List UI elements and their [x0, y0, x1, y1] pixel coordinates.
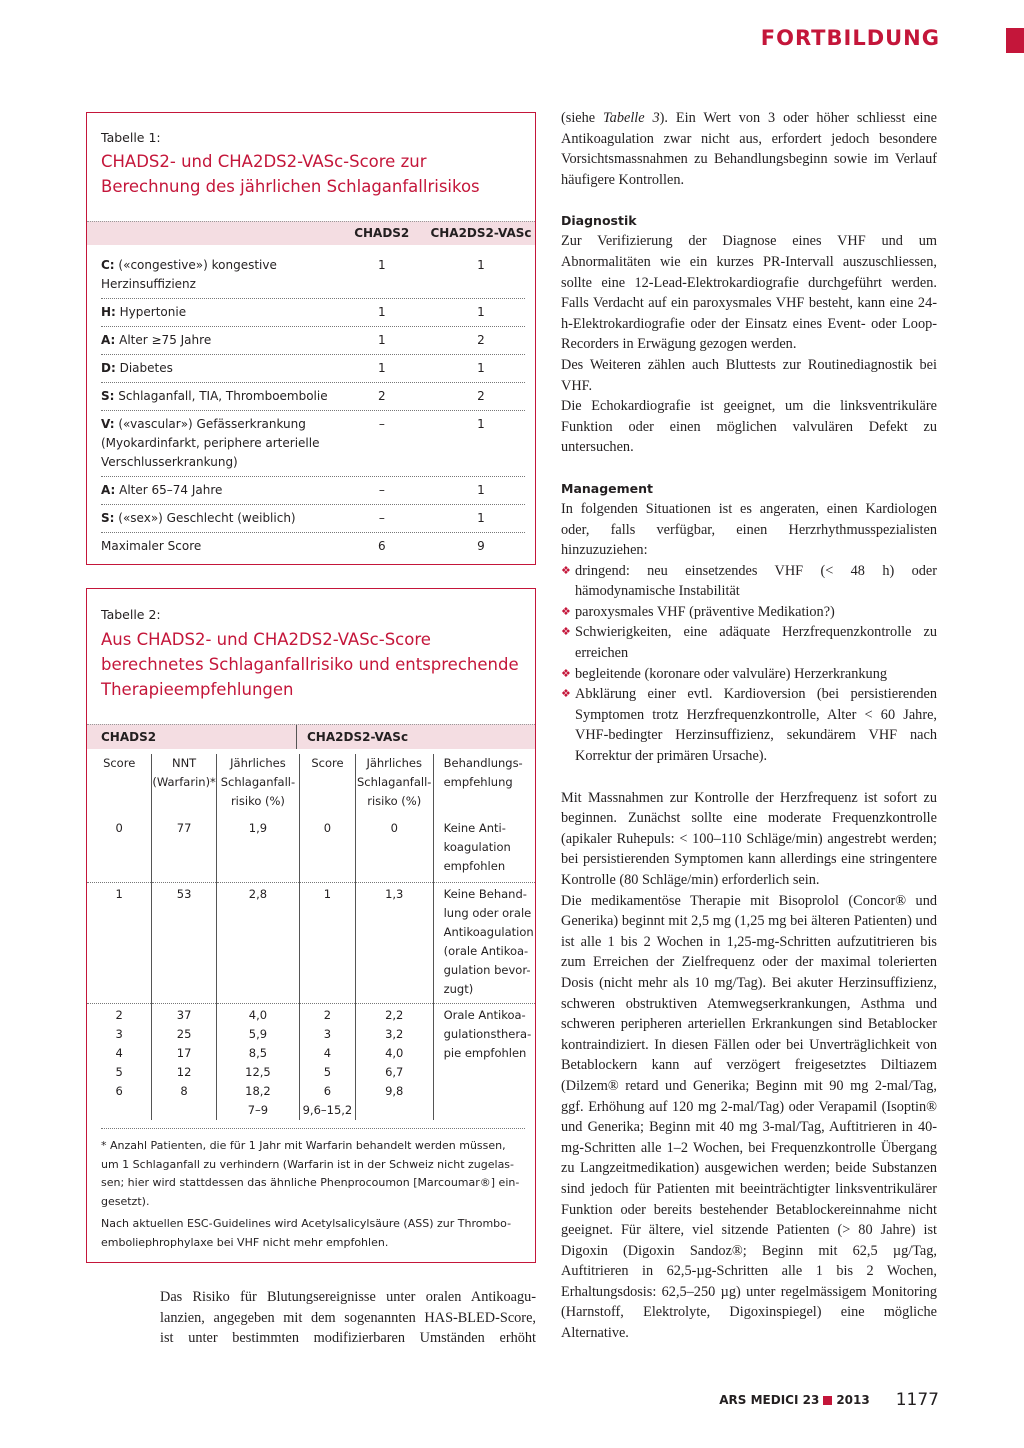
paragraph-intro: (siehe Tabelle 3). Ein Wert von 3 oder höher schliesst eine Antikoagulation zwar nicht aus, erfordert jedoch besondere Vorsichtsmassnahmen zu Behandlungsbeginn sowie im Verlauf häufigere Kontrollen. — [561, 110, 938, 188]
chads2-points: 1 — [378, 361, 386, 375]
bullet-text: paroxysmales VHF (präventive Medikation?) — [575, 603, 835, 620]
cell-score-list — [300, 1004, 356, 1121]
score-value: 9,6–15,2 — [302, 1103, 353, 1117]
nnt-value: 12 — [176, 1065, 192, 1079]
magazine-name: ARS MEDICI 23 — [719, 1393, 820, 1407]
paragraph-medication: Die medikamentöse Therapie mit Bisoprolol (Concor® und Generika) beginnt mit 2,5 mg (1,25 mg bei älteren Patienten) und ist alle 1 bis 2 Wochen in 1,25-mg-Schritten aufzutitrieren bis zum Erreichen der Zielfrequenz oder der maximal tolerierten Dosis (nicht mehr als 10 mg/Tag). Bei akuter Herzinsuffizienz, schweren obstruktiven Atemwegserkrankungen, Asthma und schweren peripheren arteriellen Erkrankungen sind Betablocker kontraindiziert. In diesen Fällen oder bei Unverträglichkeit von Betablockern kann auf verzögert freigesetztes Diltiazem (Dilzem® retard und Generika; Beginn mit 90 mg 2-mal/Tag, ggf. Erhöhung auf 120 mg 2-mal/Tag) oder Verapamil (Isoptin® und Generika; Beginn mit 40 mg 3-mal/Tag, Auftitrieren in 40-mg-Schritten alle 1–2 Wochen, bei Frequenzkontrolle Übergang zu Langzeitmedikation) ausgewichen werden; beide Substanzen sind jedoch für Patienten mit beeinträchtigter linksventrikulärer Funktion oder bereits bestehender Betablockereinnahme nicht geeignet. Für ältere, viel sitzende Patienten (> 80 Jahre) ist Digoxin (Digoxin Sandoz®; Beginn mit 62,5 µg/Tag, Auftitrieren in 62,5-µg-Schritten alle 1 bis 2 Wochen, Erhaltungsdosis: 62,5–250 µg) unter regelmässigem Monitoring (Harnstoff, Elektrolyte, Digoxinspiegel) eine mögliche Alternative. — [561, 892, 937, 1342]
cha2ds2vasc-points: 2 — [477, 389, 485, 403]
paragraph-management: In folgenden Situationen ist es angeraten, einen Kardiologen oder, falls verfügbar, einen Herzrhythmusspezialisten hinzuzuziehen: — [561, 500, 937, 559]
text-line: ist unter bestimmten modifizierbaren Umständen erhöht — [160, 1330, 536, 1347]
header-line: Jährliches — [230, 756, 286, 770]
cha2ds2vasc-points: 1 — [477, 305, 485, 319]
recommendation-line: gulationsthera- — [443, 1027, 532, 1041]
cell-risk: 2,8 — [216, 883, 299, 1004]
table-2-group-chads2: CHADS2 — [101, 730, 157, 744]
bullet-item — [561, 622, 937, 663]
note-line: emboliephrophylaxe bei VHF nicht mehr empfohlen. — [101, 1235, 389, 1249]
cell-score: 0 — [87, 811, 152, 883]
recommendation-line: Keine Behand- — [443, 887, 527, 901]
table-row — [87, 252, 535, 298]
cell-risk: 1,9 — [216, 811, 299, 883]
table-1-header — [87, 221, 535, 245]
bullet-item — [561, 664, 937, 685]
footnote-line: gesetzt). — [101, 1194, 150, 1208]
right-column — [561, 108, 937, 1344]
risk-value: 18,2 — [245, 1084, 271, 1098]
table-2 — [86, 588, 536, 1263]
cell-recommendation — [433, 1004, 535, 1121]
risk-value: 4,0 — [248, 1008, 268, 1022]
nnt-value: 8 — [180, 1084, 188, 1098]
header-line: (Warfarin)* — [152, 775, 216, 789]
bullet-item — [561, 602, 937, 623]
chads2-points: – — [378, 417, 385, 431]
nnt-value: 17 — [176, 1046, 192, 1060]
score-value: 6 — [115, 1084, 123, 1098]
cell-risk-list — [216, 1004, 299, 1121]
chads2-points: 6 — [378, 539, 386, 553]
header-risk-cha2ds2vasc — [355, 754, 433, 811]
header-line: risiko (%) — [367, 794, 422, 808]
table-row — [87, 477, 535, 504]
diamond-bullet-icon: ❖ — [561, 605, 571, 618]
heading-management: Management — [561, 480, 654, 496]
bullet-item — [561, 684, 937, 766]
text-line: lanzien, angegeben mit dem sogenannten HAS-BLED-Score, — [160, 1309, 536, 1326]
bullet-text: dringend: neu einsetzendes VHF (< 48 h) oder hämodynamische Instabilität — [575, 562, 937, 600]
footnote-line: um 1 Schlaganfall zu verhindern (Warfarin ist in der Schweiz nicht zugelas- — [101, 1157, 515, 1171]
table-row — [87, 355, 535, 382]
cha2ds2vasc-points: 1 — [477, 361, 485, 375]
text-line: Das Risiko für Blutungsereignisse unter oralen Antikoagu- — [160, 1289, 536, 1305]
recommendation-line: empfohlen — [443, 859, 506, 873]
cell-score: 0 — [300, 811, 356, 883]
table-1-title-line2: Berechnung des jährlichen Schlaganfallrisikos — [101, 177, 480, 196]
table-2-title-line2: berechnetes Schlaganfallrisiko und entsprechende — [101, 655, 519, 674]
table-2-label: Tabelle 2: — [101, 607, 161, 622]
table-row — [87, 383, 535, 410]
risk-factor-label: D: Diabetes — [101, 361, 173, 375]
footnote-line: * Anzahl Patienten, die für 1 Jahr mit Warfarin behandelt werden müssen, — [101, 1139, 506, 1152]
risk-factor-label: A: Alter 65–74 Jahre — [101, 483, 223, 497]
bullet-item — [561, 561, 937, 602]
score-value: 3 — [323, 1027, 332, 1041]
risk-value: 6,7 — [385, 1065, 404, 1079]
diamond-bullet-icon: ❖ — [561, 688, 571, 701]
table-2-group-header — [87, 724, 535, 749]
cha2ds2vasc-points: 1 — [477, 483, 485, 497]
paragraph-diagnostik-2: Des Weiteren zählen auch Bluttests zur Routinediagnostik bei VHF. — [561, 356, 937, 394]
risk-value: 9,8 — [385, 1084, 404, 1098]
header-line: Schlaganfall- — [357, 775, 432, 789]
risk-value: 8,5 — [248, 1046, 268, 1060]
left-column-text — [160, 1287, 536, 1349]
risk-value: 4,0 — [385, 1046, 404, 1060]
table-1-title-line1: CHADS2- und CHA2DS2-VASc-Score zur — [101, 152, 427, 171]
cell-risk: 0 — [355, 811, 433, 883]
table-2-note — [101, 1215, 525, 1252]
header-line: risiko (%) — [230, 794, 285, 808]
header-line: Jährliches — [366, 756, 422, 770]
section-marker — [1006, 28, 1024, 53]
table-2-title-line1: Aus CHADS2- und CHA2DS2-VASc-Score — [101, 630, 431, 649]
recommendation-line: (orale Antikoa- — [443, 944, 529, 958]
diamond-bullet-icon: ❖ — [561, 626, 571, 639]
risk-factor-key: D: — [101, 361, 116, 375]
section-label: FORTBILDUNG — [760, 26, 940, 50]
recommendation-line: Antikoagulation — [443, 925, 534, 939]
recommendation-line: pie empfohlen — [443, 1046, 527, 1060]
management-bullet-list — [561, 561, 937, 767]
recommendation-line: gulation bevor- — [443, 963, 531, 977]
table-2-group-cha2ds2vasc: CHA2DS2-VASc — [307, 730, 409, 744]
table-1-body — [87, 252, 535, 560]
recommendation-line: Orale Antikoa- — [443, 1008, 526, 1022]
score-value: 4 — [323, 1046, 332, 1060]
paragraph-diagnostik-3: Die Echokardiografie ist geeignet, um die linksventrikuläre Funktion oder einen möglichen valvulären Defekt zu untersuchen. — [561, 398, 937, 456]
risk-factor-key: S: — [101, 389, 115, 403]
diamond-bullet-icon: ❖ — [561, 564, 571, 577]
risk-factor-key: H: — [101, 305, 116, 319]
risk-factor-key: S: — [101, 511, 115, 525]
risk-factor-key: A: — [101, 333, 116, 347]
cell-score: 1 — [87, 883, 152, 1004]
cha2ds2vasc-points: 1 — [477, 417, 485, 431]
risk-factor-label: S: («sex») Geschlecht (weiblich) — [101, 511, 296, 525]
table-1-label: Tabelle 1: — [101, 130, 161, 145]
table-2-grid — [87, 754, 535, 1120]
header-score-chads2: Score — [87, 754, 152, 811]
cha2ds2vasc-points: 2 — [477, 333, 485, 347]
nnt-value: 25 — [176, 1027, 192, 1041]
chads2-points: – — [378, 483, 385, 497]
risk-factor-label: Maximaler Score — [101, 539, 202, 553]
score-value: 5 — [323, 1065, 332, 1079]
table-2-row-0 — [87, 811, 535, 883]
cell-nnt-list — [152, 1004, 216, 1121]
header-line: empfehlung — [443, 775, 513, 789]
table-row — [87, 411, 535, 476]
cha2ds2vasc-points: 1 — [477, 258, 485, 272]
risk-factor-key: A: — [101, 483, 116, 497]
cell-nnt: 53 — [152, 883, 216, 1004]
footer-square-icon — [823, 1396, 832, 1405]
table-2-footnote — [101, 1137, 525, 1211]
chads2-points: 1 — [378, 333, 386, 347]
page-footer — [719, 1390, 939, 1410]
table-2-row-1 — [87, 883, 535, 1004]
table-row — [87, 505, 535, 532]
page-number: 1177 — [895, 1390, 939, 1410]
diamond-bullet-icon: ❖ — [561, 667, 571, 680]
table-row — [87, 533, 535, 560]
risk-value: 7–9 — [247, 1103, 269, 1117]
table-2-row-2 — [87, 1004, 535, 1121]
risk-factor-key: C: — [101, 258, 115, 272]
header-score-cha2ds2vasc: Score — [300, 754, 356, 811]
header-recommendation — [433, 754, 535, 811]
cha2ds2vasc-points: 9 — [477, 539, 485, 553]
table-2-header-row — [87, 754, 535, 811]
nnt-value: 37 — [176, 1008, 192, 1022]
risk-factor-label: S: Schlaganfall, TIA, Thromboembolie — [101, 389, 328, 403]
score-value: 3 — [115, 1027, 123, 1041]
risk-value: 2,2 — [385, 1008, 404, 1022]
paragraph-frequency-control: Mit Massnahmen zur Kontrolle der Herzfrequenz ist sofort zu beginnen. Zunächst sollte eine moderate Frequenzkontrolle (apikaler Ruhepuls: < 100–110 Schläge/min) angestrebt werden; bei persistierenden Symptomen kann allerdings eine stringentere Kontrolle (80 Schläge/min) erforderlich sein. — [561, 789, 937, 888]
risk-value: 3,2 — [385, 1027, 404, 1041]
risk-factor-label: A: Alter ≥75 Jahre — [101, 333, 212, 347]
recommendation-line: zugt) — [443, 982, 474, 996]
risk-factor-label: H: Hypertonie — [101, 305, 187, 319]
footnote-line: sen; hier wird stattdessen das ähnliche Phenprocoumon [Marcoumar®] ein- — [101, 1176, 520, 1189]
bullet-text: begleitende (koronare oder valvuläre) Herzerkrankung — [575, 665, 887, 682]
paragraph-diagnostik-1: Zur Verifizierung der Diagnose eines VHF und um Abnormalitäten wie ein kurzes PR-Intervall auszuschliessen, sollte eine 12-Lead-Elektrokardiografie durchgeführt werden. Falls Verdacht auf ein paroxysmales VHF besteht, kann eine 24-h-Elektrokardiografie oder der Einsatz eines Event- oder Loop-Recorders in Erwägung gezogen werden. — [561, 233, 937, 353]
risk-value: 12,5 — [245, 1065, 271, 1079]
risk-factor-label: C: («congestive») kongestive Herzinsuffizienz — [101, 258, 277, 291]
header-line: NNT — [171, 756, 197, 770]
header-line: Behandlungs- — [443, 756, 523, 770]
cha2ds2vasc-points: 1 — [477, 511, 485, 525]
table-2-title-line3: Therapieempfehlungen — [101, 680, 294, 699]
table-1-col-cha2ds2vasc: CHA2DS2-VASc — [430, 226, 532, 240]
score-value: 6 — [323, 1084, 332, 1098]
recommendation-line: Keine Anti- — [443, 821, 506, 835]
header-risk-chads2 — [216, 754, 299, 811]
score-value: 2 — [115, 1008, 123, 1022]
score-value: 5 — [115, 1065, 123, 1079]
magazine-year: 2013 — [836, 1393, 870, 1407]
cell-nnt: 77 — [152, 811, 216, 883]
table-1 — [86, 112, 536, 565]
score-value: 2 — [323, 1008, 332, 1022]
chads2-points: 1 — [378, 305, 386, 319]
risk-factor-key: V: — [101, 417, 115, 431]
chads2-points: 1 — [378, 258, 386, 272]
cell-risk: 1,3 — [355, 883, 433, 1004]
header-line: Schlaganfall- — [220, 775, 296, 789]
note-line: Nach aktuellen ESC-Guidelines wird Acetylsalicylsäure (ASS) zur Thrombo- — [101, 1217, 512, 1230]
table-row — [87, 299, 535, 326]
table-1-col-chads2: CHADS2 — [354, 226, 410, 240]
cell-score: 1 — [300, 883, 356, 1004]
cell-recommendation — [433, 811, 535, 883]
cell-score-list — [87, 1004, 152, 1121]
recommendation-line: koagulation — [443, 840, 511, 854]
risk-factor-label: V: («vascular») Gefässerkrankung (Myokardinfarkt, periphere arterielle Verschlusserkrankung) — [101, 417, 320, 469]
score-value: 4 — [115, 1046, 123, 1060]
header-nnt — [152, 754, 216, 811]
table-row — [87, 327, 535, 354]
cell-recommendation — [433, 883, 535, 1004]
recommendation-line: lung oder orale — [443, 906, 532, 920]
heading-diagnostik: Diagnostik — [561, 213, 637, 229]
chads2-points: – — [378, 511, 385, 525]
bullet-text: Schwierigkeiten, eine adäquate Herzfrequenzkontrolle zu erreichen — [575, 624, 937, 662]
risk-value: 5,9 — [248, 1027, 268, 1041]
bullet-text: Abklärung einer evtl. Kardioversion (bei persistierenden Symptomen trotz Herzfrequenzkontrolle, Alter < 60 Jahre, VHF-bedingter Herzinsuffizienz, sekundärem VHF nach Korrektur der primären Ursache). — [575, 686, 937, 765]
cell-risk-list — [355, 1004, 433, 1121]
chads2-points: 2 — [378, 389, 386, 403]
